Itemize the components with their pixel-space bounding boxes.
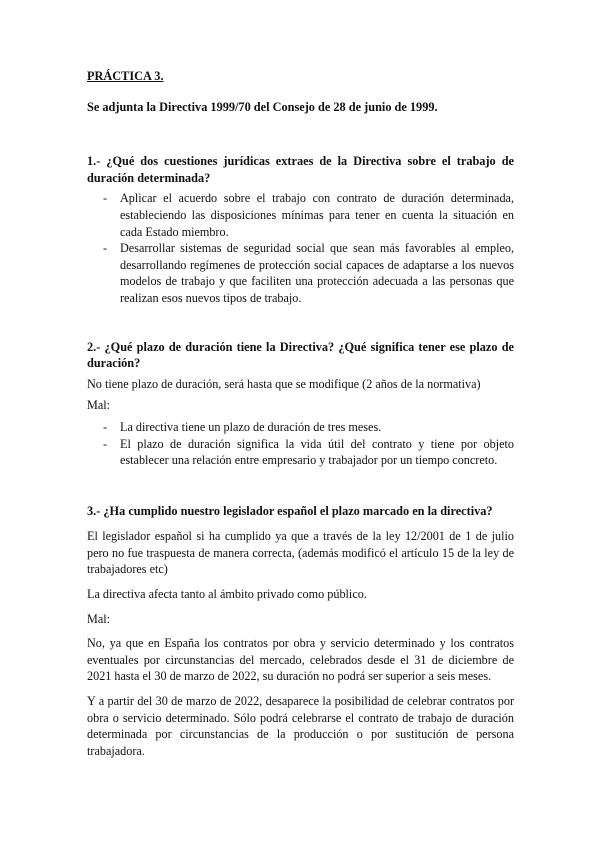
list-item xyxy=(87,436,514,469)
dash-marker: - xyxy=(103,419,108,434)
list-item xyxy=(87,190,514,240)
question-3-mal-label: Mal: xyxy=(87,611,111,626)
list-item-text: Desarrollar sistemas de seguridad social que sean más favorables al empleo, desarrollando regímenes de protección social capaces de adaptarse a los nuevos modelos de trabajo y que faciliten una protección adecuada a las personas que realizan esos nuevos tipos de trabajo. xyxy=(120,241,514,305)
list-item-text: Aplicar el acuerdo sobre el trabajo con contrato de duración determinada, estableciendo las disposiciones mínimas para tener en cuenta la situación en cada Estado miembro. xyxy=(120,191,514,239)
dash-marker: - xyxy=(103,241,108,256)
question-2-mal-label: Mal: xyxy=(87,398,111,413)
question-3-answer-1: El legislador español si ha cumplido ya que a través de la ley 12/2001 de 1 de julio pero no fue traspuesta de manera correcta, (además modificó el artículo 15 de la ley de trabajadores etc) xyxy=(87,529,514,577)
list-item xyxy=(87,419,514,436)
list-item xyxy=(87,240,514,306)
question-3-heading: 3.- ¿Ha cumplido nuestro legislador español el plazo marcado en la directiva? xyxy=(87,503,493,518)
page-title: PRÁCTICA 3. xyxy=(87,69,164,83)
question-3-paragraph-2: Y a partir del 30 de marzo de 2022, desaparece la posibilidad de celebrar contratos por obra o servicio determinado. Sólo podrá celebrarse el contrato de trabajo de duración determinada por circunstancias de la producción o por sustitución de persona trabajadora. xyxy=(87,694,514,758)
list-item-text: El plazo de duración significa la vida útil del contrato y tiene por objeto establecer una relación entre empresario y trabajador por un tiempo concreto. xyxy=(120,436,514,468)
question-3-answer-2: La directiva afecta tanto al ámbito privado como público. xyxy=(87,587,367,602)
page-subtitle: Se adjunta la Directiva 1999/70 del Consejo de 28 de junio de 1999. xyxy=(87,99,438,114)
list-item-text: La directiva tiene un plazo de duración de tres meses. xyxy=(120,419,382,434)
question-1-list xyxy=(87,190,514,306)
dash-marker: - xyxy=(103,436,108,451)
question-2-answer: No tiene plazo de duración, será hasta que se modifique (2 años de la normativa) xyxy=(87,376,481,391)
question-3-paragraph-1: No, ya que en España los contratos por obra y servicio determinado y los contratos eventuales por circunstancias del mercado, celebrados desde el 31 de diciembre de 2021 hasta el 30 de marzo de 2022, su duración no podrá ser superior a seis meses. xyxy=(87,636,514,684)
question-2-heading: 2.- ¿Qué plazo de duración tiene la Directiva? ¿Qué significa tener ese plazo de duración? xyxy=(87,339,514,371)
dash-marker: - xyxy=(103,191,108,206)
question-2-list xyxy=(87,419,514,469)
question-1-heading: 1.- ¿Qué dos cuestiones jurídicas extraes de la Directiva sobre el trabajo de duración determinada? xyxy=(87,154,514,185)
